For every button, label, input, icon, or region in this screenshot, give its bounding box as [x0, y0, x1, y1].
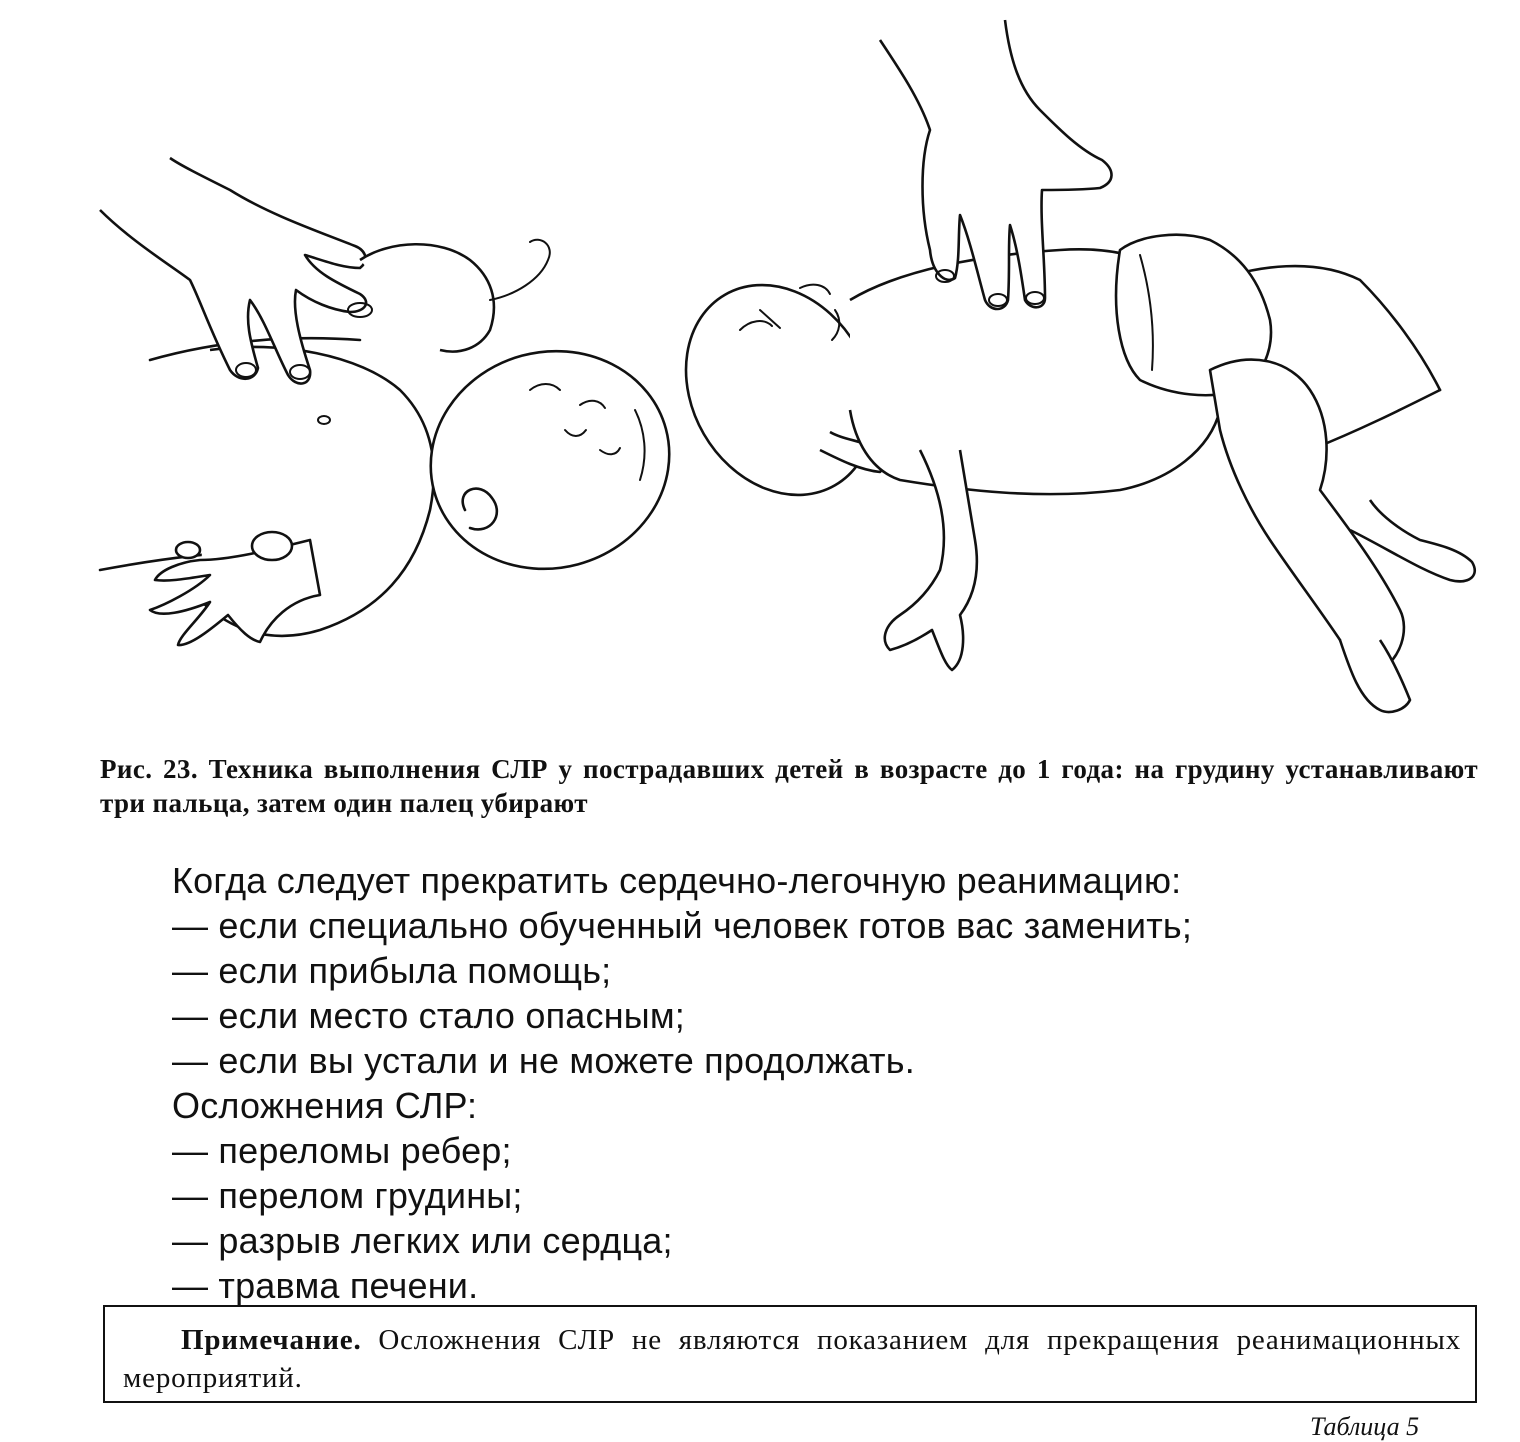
stop-cpr-item: — если место стало опасным;: [172, 995, 686, 1036]
right-infant-illustration: [649, 20, 1475, 712]
stop-cpr-heading: Когда следует прекратить сердечно-легочную реанимацию:: [172, 860, 1182, 901]
stop-cpr-item: — если специально обученный человек готов вас заменить;: [172, 905, 1193, 946]
stop-cpr-item: — если прибыла помощь;: [172, 950, 612, 991]
complication-item: — травма печени.: [172, 1265, 479, 1306]
note-box: [103, 1305, 1477, 1403]
body-text: [172, 858, 1422, 1308]
note-label: Примечание.: [181, 1324, 362, 1356]
note-body: Осложнения СЛР не являются показанием для прекращения реанимационных мероприятий.: [123, 1324, 1461, 1394]
note-text: [123, 1321, 1461, 1397]
complication-item: — разрыв легких или сердца;: [172, 1220, 673, 1261]
figure-23-illustrations: [60, 10, 1480, 730]
complication-item: — перелом грудины;: [172, 1175, 523, 1216]
left-infant-illustration: [100, 158, 694, 645]
stop-cpr-item: — если вы устали и не можете продолжать.: [172, 1040, 915, 1081]
figure-caption: Рис. 23. Техника выполнения СЛР у пострадавших детей в возрасте до 1 года: на грудину устанавливают три пальца, затем один палец убирают: [100, 754, 1478, 818]
complications-heading: Осложнения СЛР:: [172, 1085, 478, 1126]
complication-item: — переломы ребер;: [172, 1130, 512, 1171]
table-reference: Таблица 5: [1310, 1412, 1420, 1441]
